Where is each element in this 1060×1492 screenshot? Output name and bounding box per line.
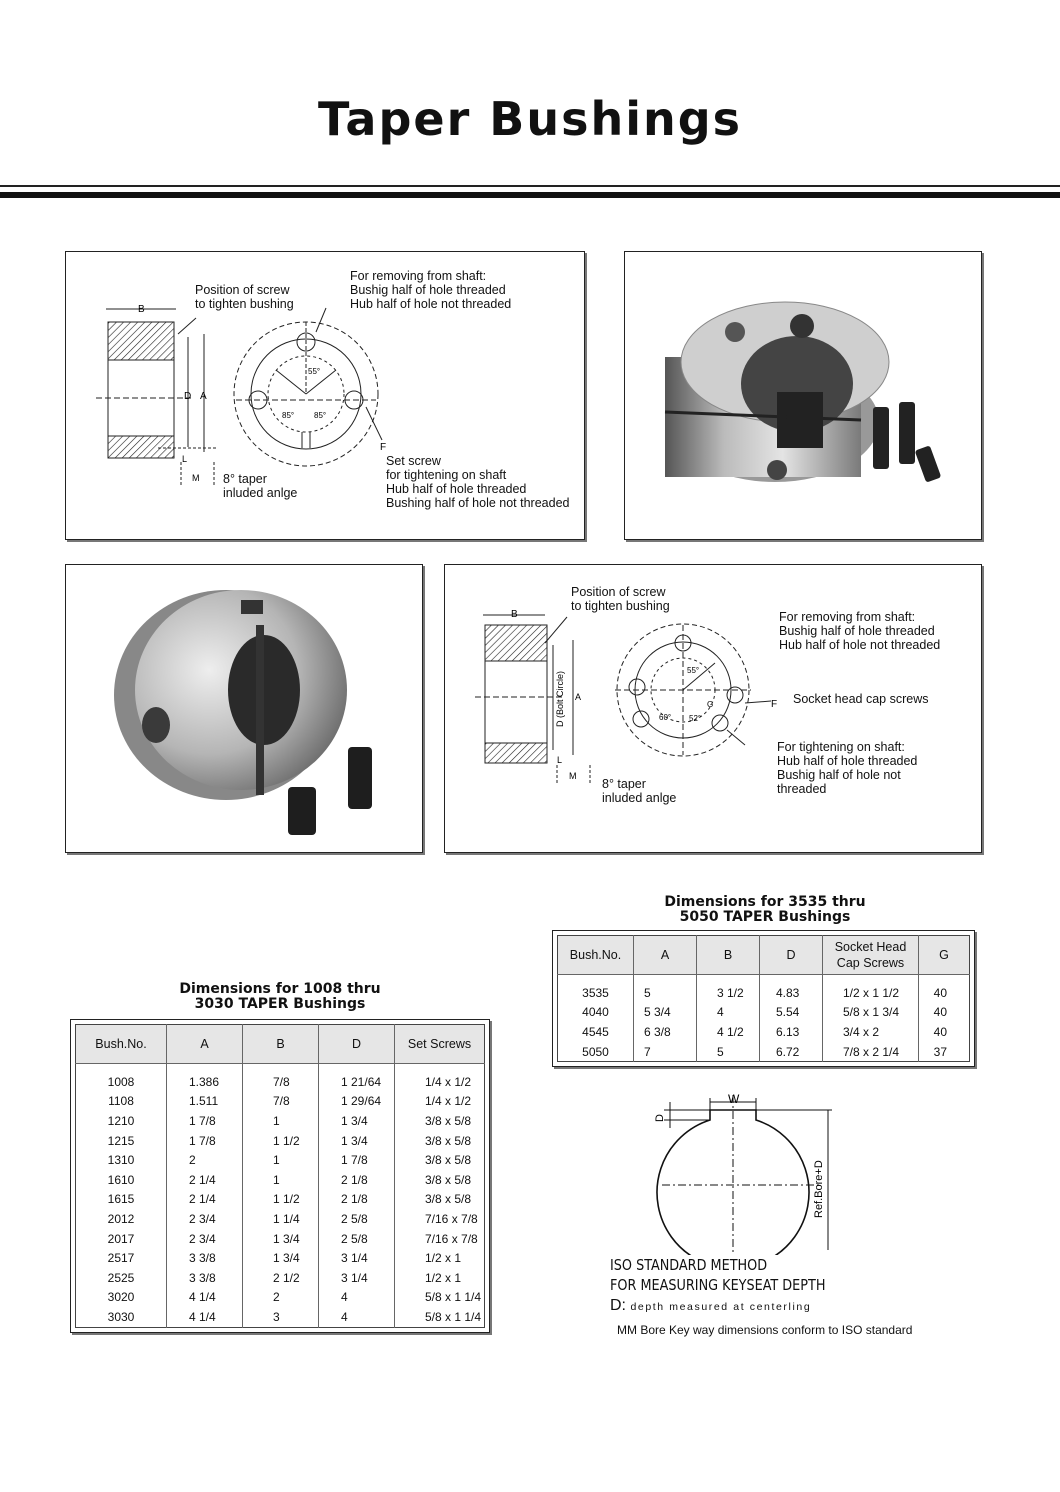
table-cell: 6.72 [760, 1042, 823, 1062]
table-cell: 2 1/4 [167, 1170, 243, 1190]
angle-85-left: 85° [282, 411, 295, 420]
keyseat-w-label: W [728, 1092, 740, 1106]
table-cell: 2 [167, 1150, 243, 1170]
th-d-l: D [760, 936, 823, 975]
label-taper-4: 8° taper inluded anlge [602, 777, 677, 805]
table-cell: 2 1/8 [319, 1170, 395, 1190]
table-row [76, 1288, 485, 1308]
table-cell: 3 3/8 [167, 1268, 243, 1288]
table-cell: 3020 [76, 1288, 167, 1308]
table-cell: 2 [243, 1288, 319, 1308]
table-cell: 1 3/4 [243, 1229, 319, 1249]
table-cell: 5050 [558, 1042, 634, 1062]
table-cell: 4 1/2 [697, 1022, 760, 1042]
table-row [76, 1064, 485, 1092]
table-cell: 7/16 x 7/8 [425, 1231, 478, 1246]
table-cell: 1 1/2 [243, 1190, 319, 1210]
table-row [76, 1268, 485, 1288]
table-cell: 2 5/8 [319, 1209, 395, 1229]
iso-d-label: D: [610, 1297, 626, 1314]
table-cell: 7/8 [243, 1092, 319, 1112]
angle-60: 60° [659, 713, 672, 722]
table-cell: 4 1/4 [167, 1288, 243, 1308]
th-socket-screws: Socket Head Cap Screws [823, 936, 919, 975]
dim-d-bolt-circle: D (Bolt Circle) [555, 670, 565, 727]
dim-b: B [138, 304, 145, 315]
table-cell: 1610 [76, 1170, 167, 1190]
keyseat-d-label: D [654, 1114, 666, 1122]
th-b-l: B [697, 936, 760, 975]
table-cell: 1210 [76, 1111, 167, 1131]
th-d: D [319, 1025, 395, 1064]
th-set-screws: Set Screws [395, 1025, 485, 1064]
table-cell: 3/4 x 2 [823, 1022, 919, 1042]
table-row [76, 1209, 485, 1229]
table-row [558, 1003, 970, 1023]
page-title: Taper Bushings [317, 92, 743, 146]
table-cell: 3/8 x 5/8 [425, 1113, 472, 1128]
table-cell: 2 1/8 [319, 1190, 395, 1210]
table-cell: 4 1/4 [167, 1307, 243, 1327]
th-b: B [243, 1025, 319, 1064]
label-removing: For removing from shaft: Bushig half of hole threaded Hub half of hole not threaded [350, 269, 512, 311]
table-cell: 2517 [76, 1248, 167, 1268]
keyseat-diagram [650, 1090, 870, 1255]
table-row [76, 1170, 485, 1190]
table-large-title: Dimensions for 3535 thru 5050 TAPER Bushings [664, 894, 866, 925]
iso-depth-definition [610, 1297, 811, 1315]
angle-55-4: 55° [687, 666, 700, 675]
table-row [76, 1131, 485, 1151]
table-cell: 3 1/4 [319, 1268, 395, 1288]
table-cell: 1/2 x 1 [425, 1251, 462, 1266]
th-a-l: A [634, 936, 697, 975]
table-row [76, 1092, 485, 1112]
table-cell: 1 3/4 [243, 1248, 319, 1268]
table-cell: 4 [319, 1307, 395, 1327]
dim-f: F [380, 442, 387, 453]
iso-line-1: ISO STANDARD METHOD [610, 1256, 768, 1274]
label-set-screw: Set screw for tightening on shaft Hub half of hole threaded Bushing half of hole not threaded [386, 454, 570, 510]
table-cell: 2 1/4 [167, 1190, 243, 1210]
table-row [558, 1022, 970, 1042]
label-socket-screws: Socket head cap screws [793, 692, 929, 706]
table-cell: 2 1/2 [243, 1268, 319, 1288]
table-cell: 3 1/2 [697, 975, 760, 1003]
table-cell: 1 1/4 [243, 1209, 319, 1229]
table-row [558, 975, 970, 1003]
table-cell: 1 21/64 [319, 1064, 395, 1092]
table-cell: 3/8 x 5/8 [425, 1153, 472, 1168]
iso-line-2: FOR MEASURING KEYSEAT DEPTH [610, 1276, 826, 1294]
label-position-screw-4: Position of screw to tighten bushing [571, 585, 670, 613]
table-cell: 4 [319, 1288, 395, 1308]
angle-52: 52° [689, 714, 702, 723]
panel-photo-bushing-top [624, 251, 982, 540]
table-cell: 1.386 [167, 1064, 243, 1092]
panel-drawing-4-hole [444, 564, 982, 853]
keyseat-ref-label: Ref.Bore+D [813, 1160, 825, 1218]
table-cell: 40 [933, 1024, 947, 1039]
table-cell: 4.83 [760, 975, 823, 1003]
dim-m-4: M [569, 771, 577, 781]
table-cell: 5 3/4 [634, 1003, 697, 1023]
table-large [552, 930, 975, 1067]
dim-d: D [184, 391, 192, 402]
dim-m: M [192, 473, 200, 483]
table-cell: 1/4 x 1/2 [425, 1094, 472, 1109]
table-cell: 1108 [76, 1092, 167, 1112]
th-g: G [919, 936, 970, 975]
table-cell: 1 7/8 [319, 1150, 395, 1170]
table-cell: 1 [243, 1111, 319, 1131]
dim-b-4: B [511, 609, 518, 620]
table-row [76, 1248, 485, 1268]
table-row [76, 1307, 485, 1327]
header-rule-thin [0, 185, 1060, 187]
th-a: A [167, 1025, 243, 1064]
table-cell: 1 [243, 1150, 319, 1170]
dim-l: L [182, 454, 188, 464]
table-cell: 1/4 x 1/2 [425, 1074, 472, 1089]
table-cell: 3 1/4 [319, 1248, 395, 1268]
table-cell: 7/8 x 2 1/4 [823, 1042, 919, 1062]
table-cell: 5/8 x 1 1/4 [425, 1290, 482, 1305]
table-cell: 37 [933, 1044, 947, 1059]
table-cell: 2 3/4 [167, 1229, 243, 1249]
table-row [76, 1150, 485, 1170]
table-cell: 40 [933, 985, 947, 1000]
iso-d-description: depth measured at centerling [630, 1301, 812, 1313]
bushing-photo-2 [66, 565, 422, 852]
table-cell: 2 5/8 [319, 1229, 395, 1249]
table-cell: 3 [243, 1307, 319, 1327]
table-row [76, 1190, 485, 1210]
th-bush-no-l: Bush.No. [558, 936, 634, 975]
label-tightening: For tightening on shaft: Hub half of hole threaded Bushig half of hole not threaded [777, 740, 918, 796]
mm-bore-note: MM Bore Key way dimensions conform to ISO standard [617, 1323, 913, 1337]
dim-l-4: L [557, 755, 563, 765]
table-cell: 1/2 x 1 1/2 [823, 975, 919, 1003]
panel-drawing-3-hole [65, 251, 585, 540]
table-cell: 6.13 [760, 1022, 823, 1042]
table-cell: 1 7/8 [167, 1131, 243, 1151]
table-cell: 3030 [76, 1307, 167, 1327]
table-cell: 1 1/2 [243, 1131, 319, 1151]
table-cell: 3/8 x 5/8 [425, 1133, 472, 1148]
table-cell: 5 [634, 975, 697, 1003]
table-cell: 1615 [76, 1190, 167, 1210]
table-cell: 4040 [558, 1003, 634, 1023]
table-small [70, 1019, 490, 1333]
table-cell: 2525 [76, 1268, 167, 1288]
table-cell: 5/8 x 1 1/4 [425, 1309, 482, 1324]
table-cell: 1008 [76, 1064, 167, 1092]
table-cell: 1 29/64 [319, 1092, 395, 1112]
dim-f-4: F [771, 699, 778, 710]
label-position-screw: Position of screw to tighten bushing [195, 283, 294, 311]
table-cell: 6 3/8 [634, 1022, 697, 1042]
table-cell: 5/8 x 1 3/4 [823, 1003, 919, 1023]
bushing-drawing-4-hole [445, 565, 981, 852]
table-cell: 1310 [76, 1150, 167, 1170]
table-cell: 5 [697, 1042, 760, 1062]
bushing-photo-1 [625, 252, 981, 539]
table-cell: 1 [243, 1170, 319, 1190]
label-taper: 8° taper inluded anlge [223, 472, 298, 500]
table-row [558, 1042, 970, 1062]
table-small-title: Dimensions for 1008 thru 3030 TAPER Bushings [179, 981, 381, 1012]
table-cell: 4545 [558, 1022, 634, 1042]
th-bush-no: Bush.No. [76, 1025, 167, 1064]
table-cell: 5.54 [760, 1003, 823, 1023]
table-cell: 2017 [76, 1229, 167, 1249]
table-cell: 3/8 x 5/8 [425, 1172, 472, 1187]
table-cell: 4 [697, 1003, 760, 1023]
table-cell: 1.511 [167, 1092, 243, 1112]
table-cell: 7/16 x 7/8 [425, 1211, 478, 1226]
table-cell: 7 [634, 1042, 697, 1062]
table-cell: 2012 [76, 1209, 167, 1229]
table-cell: 1 7/8 [167, 1111, 243, 1131]
dim-g: G [707, 700, 714, 709]
table-cell: 1 3/4 [319, 1131, 395, 1151]
table-cell: 2 3/4 [167, 1209, 243, 1229]
table-row [76, 1111, 485, 1131]
table-cell: 3535 [558, 975, 634, 1003]
dim-a-4: A [575, 692, 582, 702]
dim-a: A [200, 391, 207, 402]
table-cell: 40 [933, 1005, 947, 1020]
table-cell: 1/2 x 1 [425, 1270, 462, 1285]
table-cell: 3 3/8 [167, 1248, 243, 1268]
table-cell: 1215 [76, 1131, 167, 1151]
table-cell: 1 3/4 [319, 1111, 395, 1131]
iso-method-title [610, 1255, 825, 1295]
table-row [76, 1229, 485, 1249]
table-cell: 7/8 [243, 1064, 319, 1092]
panel-photo-bushing-bottom [65, 564, 423, 853]
header-rule-thick [0, 192, 1060, 198]
table-cell: 3/8 x 5/8 [425, 1192, 472, 1207]
angle-55: 55° [308, 367, 321, 376]
angle-85-right: 85° [314, 411, 327, 420]
label-removing-4: For removing from shaft: Bushig half of hole threaded Hub half of hole not threaded [779, 610, 941, 652]
